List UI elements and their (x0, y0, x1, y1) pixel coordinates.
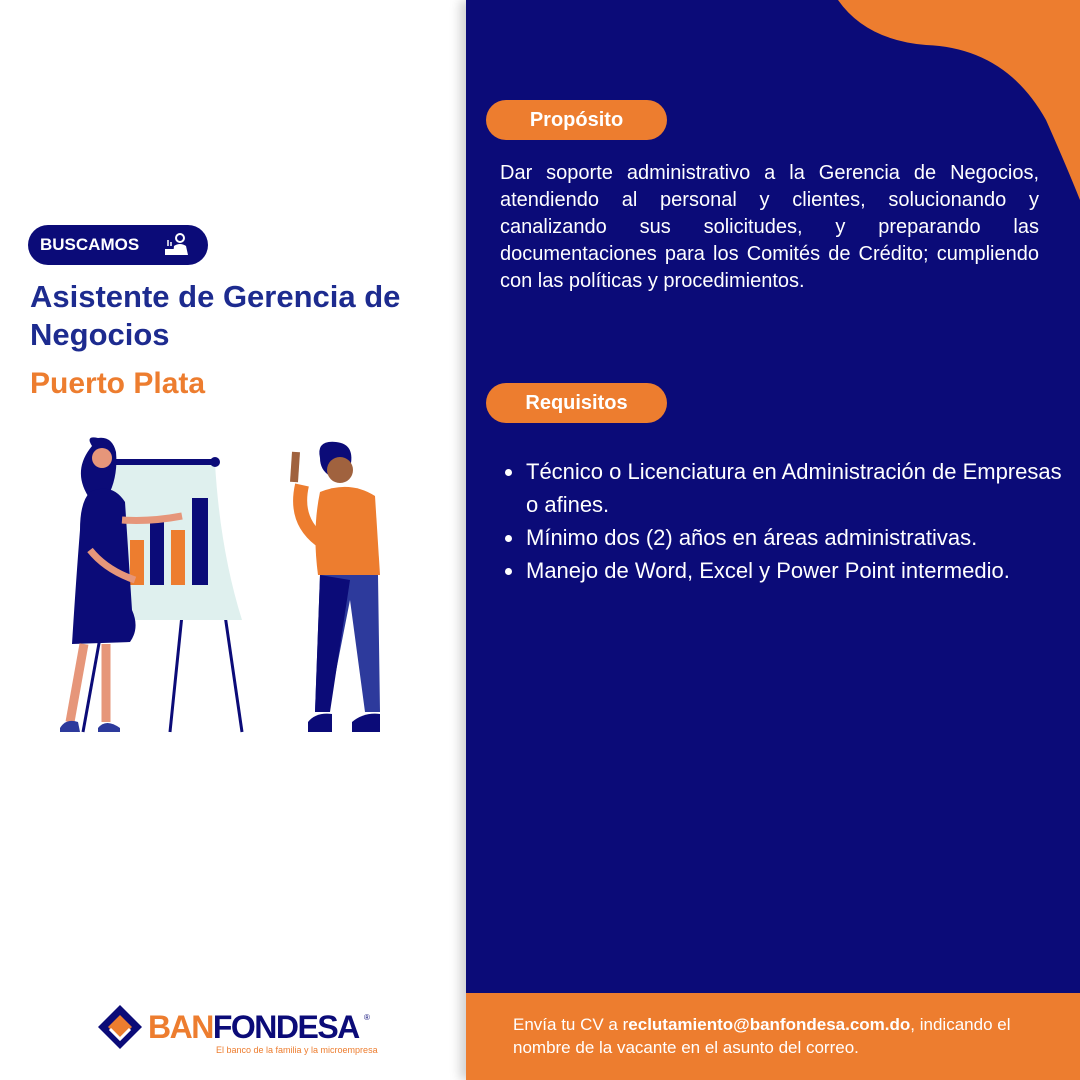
footer-email: eclutamiento@banfondesa.com.do (628, 1015, 911, 1034)
job-location: Puerto Plata (30, 367, 206, 400)
logo-registered-mark: ® (364, 1013, 370, 1022)
list-item: Mínimo dos (2) años en áreas administrativas. (526, 521, 1066, 554)
person-at-desk-icon (164, 233, 190, 257)
logo-wordmark (148, 1009, 359, 1045)
purpose-heading: Propósito (486, 100, 667, 140)
requirements-heading: Requisitos (486, 383, 667, 423)
business-presentation-illustration (50, 430, 390, 740)
list-item: Manejo de Word, Excel y Power Point intermedio. (526, 554, 1066, 587)
banfondesa-logo-mark (96, 1003, 144, 1051)
purpose-text: Dar soporte administrativo a la Gerencia de Negocios, atendiendo al personal y clientes, solucionando y canalizando sus solicitudes, y preparando las documentaciones para los Comités de Crédito; cumpliendo con las políticas y procedimientos. (500, 162, 1039, 292)
logo-word-fondesa: FONDESA (212, 1009, 359, 1045)
logo-tagline: El banco de la familia y la microempresa (216, 1045, 378, 1055)
right-panel (466, 0, 1080, 1080)
badge-label: BUSCAMOS (40, 235, 140, 254)
logo-word-ban: BAN (148, 1009, 213, 1045)
requirements-list (500, 455, 1066, 587)
list-item: Técnico o Licenciatura en Administración de Empresas o afines. (526, 455, 1066, 521)
left-panel (0, 0, 466, 1080)
banfondesa-logo (96, 1003, 378, 1056)
footer-suffix: , indicando el nombre de la vacante en el asunto del correo. (513, 1015, 1011, 1057)
job-title: Asistente de Gerencia de Negocios (30, 279, 401, 352)
footer-text (513, 1013, 1053, 1059)
footer-banner (466, 993, 1080, 1080)
buscamos-badge (28, 225, 208, 265)
footer-prefix: Envía tu CV a r (513, 1015, 629, 1034)
